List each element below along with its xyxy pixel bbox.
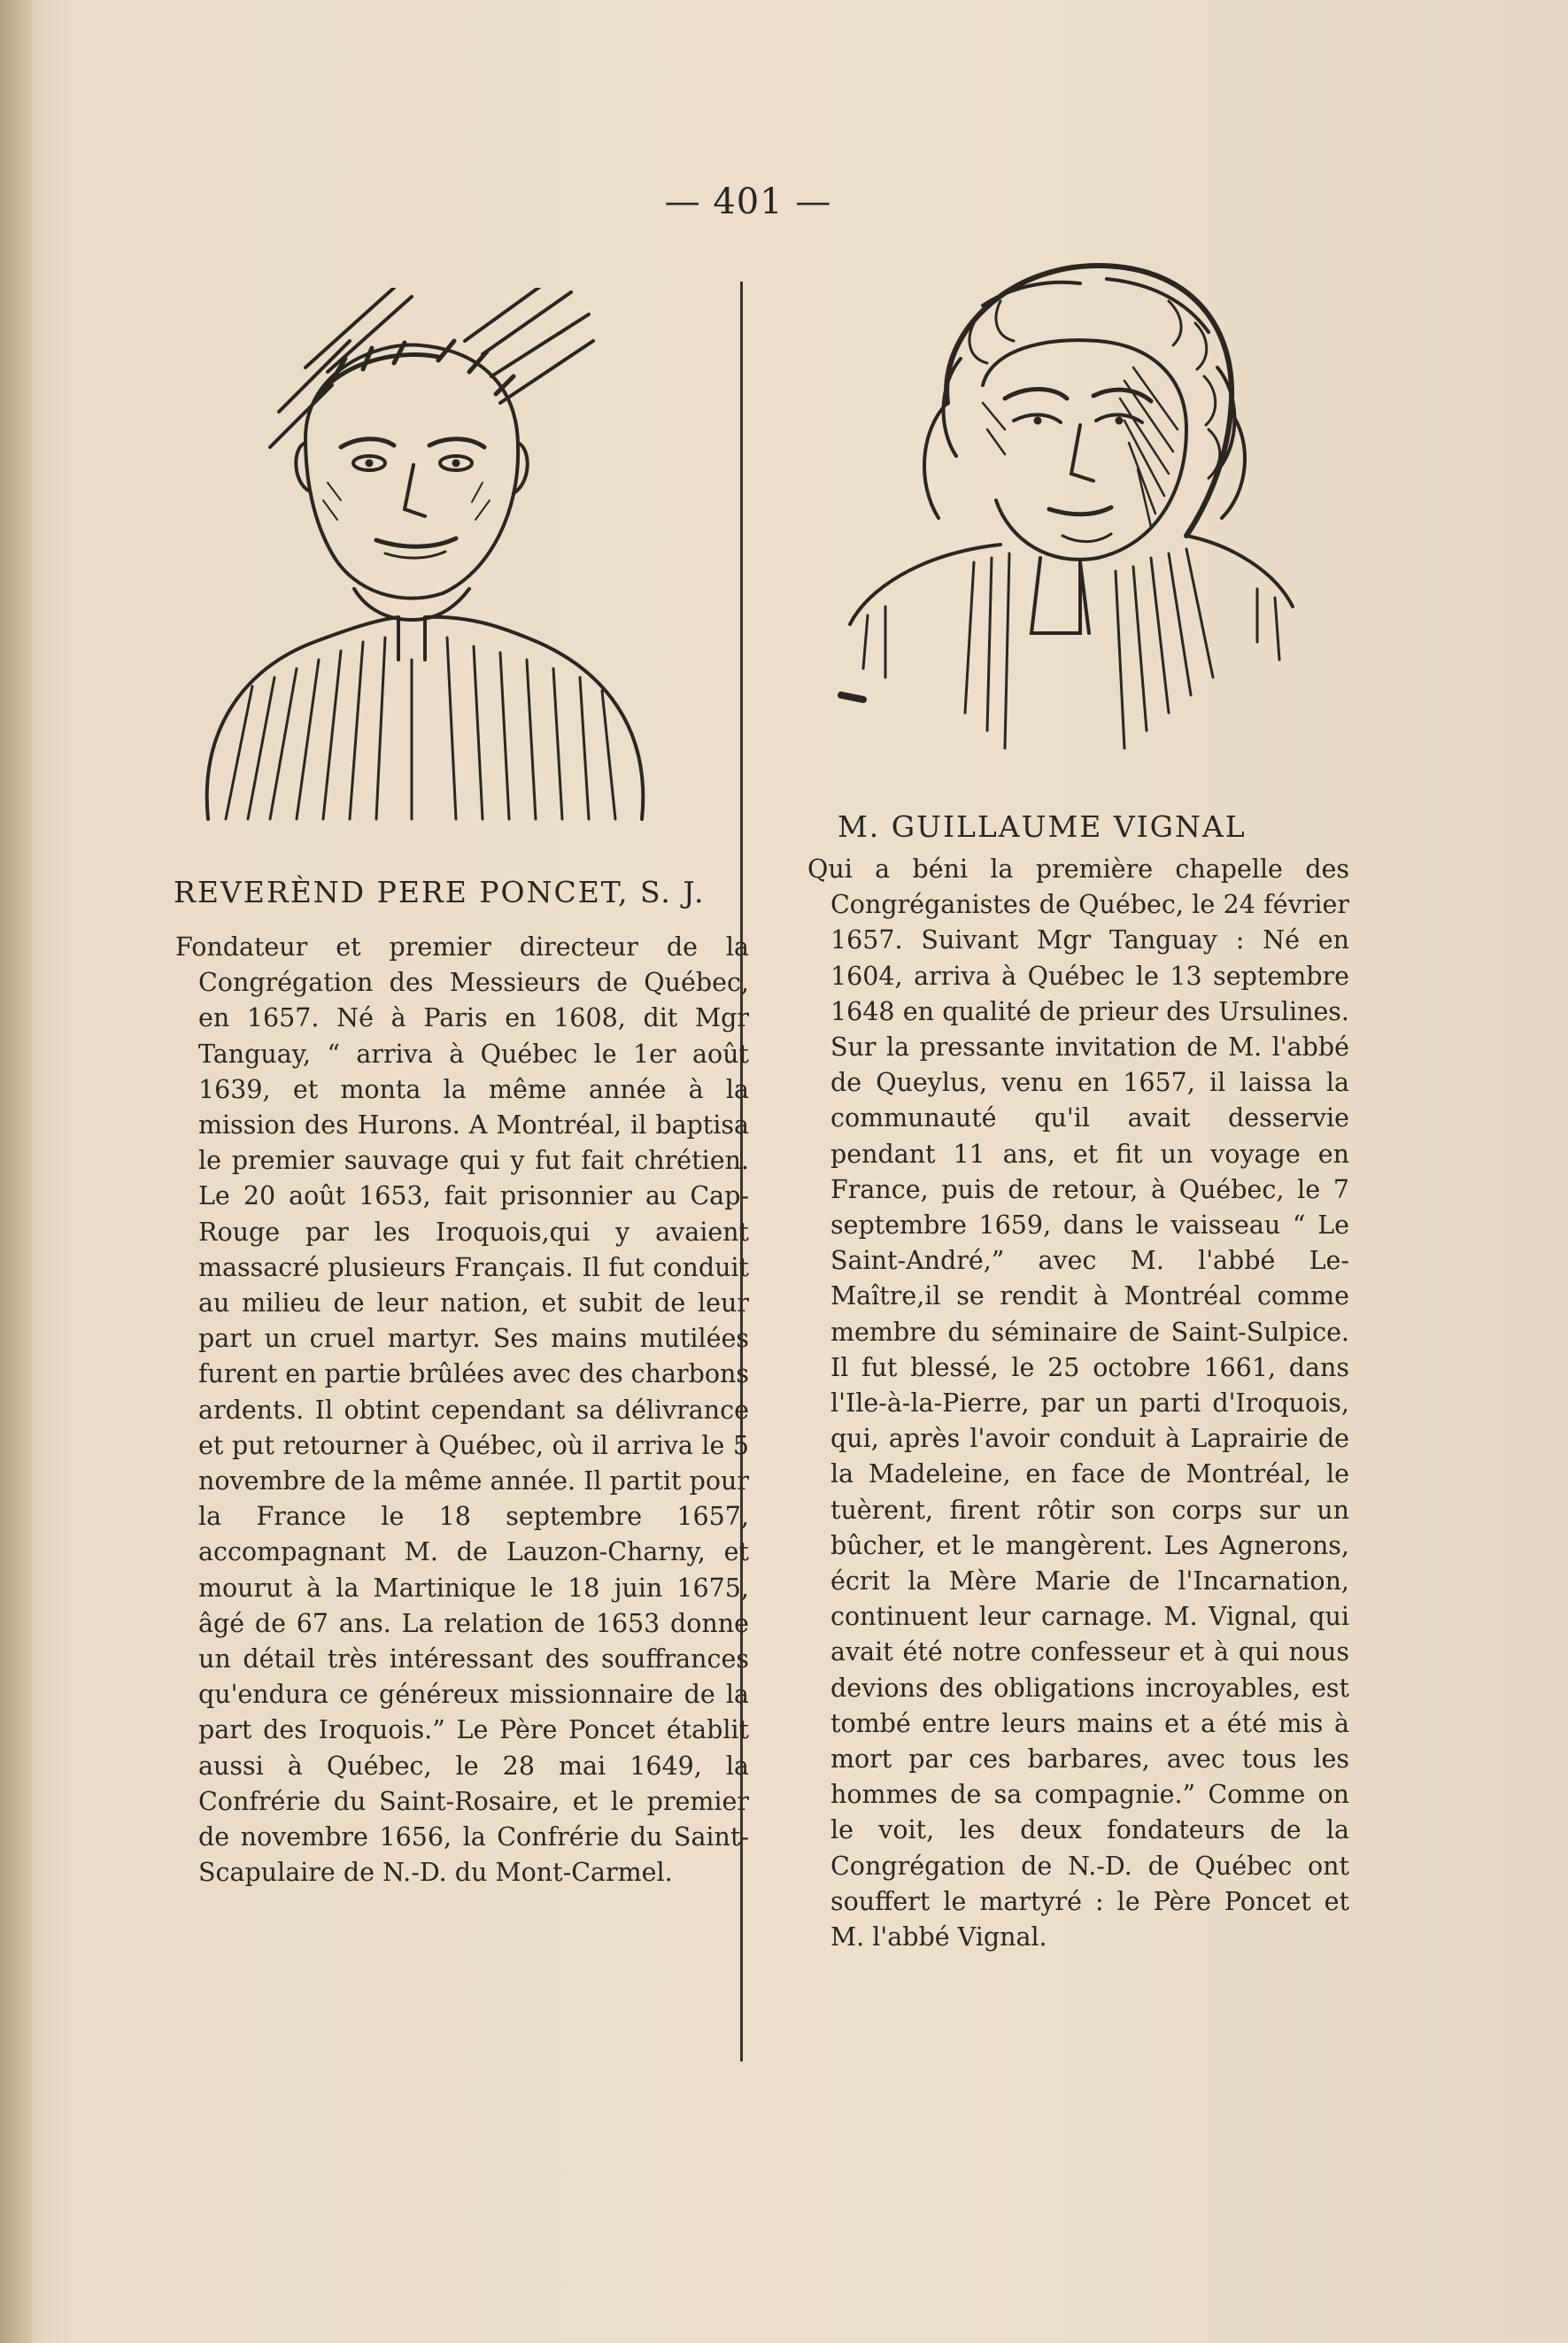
- vignal-biography: [807, 852, 1349, 1955]
- vignal-biography-paragraph: Qui a béni la première chapelle des Congréganistes de Québec, le 24 février 1657. Suivant Mgr Tanguay : Né en 1604, arriva à Québec le 13 septembre 1648 en qualité de prieur des Ursulines. Sur la pressante invitation de M. l'abbé de Queylus, venu en 1657, il laissa la communauté qu'il avait desservie pendant 11 ans, et fit un voyage en France, puis de retour, à Québec, le 7 septembre 1659, dans le vaisseau “ Le Saint-André,” avec M. l'abbé Le-Maître,il se rendit à Montréal comme membre du séminaire de Saint-Sulpice. Il fut blessé, le 25 octobre 1661, dans l'Ile-à-la-Pierre, par un parti d'Iroquois, qui, après l'avoir conduit à Laprairie de la Madeleine, en face de Montréal, le tuèrent, firent rôtir son corps sur un bûcher, et le mangèrent. Les Agnerons, écrit la Mère Marie de l'Incarnation, continuent leur carnage. M. Vignal, qui avait été notre confesseur et à qui nous devions des obligations incroyables, est tombé entre leurs mains et a été mis à mort par ces barbares, avec tous les hommes de sa compagnie.” Comme on le voit, les deux fondateurs de la Congrégation de N.-D. de Québec ont souffert le martyré : le Père Poncet et M. l'abbé Vignal.: [807, 854, 1349, 1952]
- portrait-vignal: [815, 252, 1328, 784]
- caption-vignal: M. GUILLAUME VIGNAL: [838, 809, 1247, 844]
- poncet-biography: [175, 930, 749, 1891]
- portrait-poncet: [173, 288, 677, 837]
- book-spine: [0, 0, 32, 2343]
- poncet-biography-paragraph: Fondateur et premier directeur de la Congrégation des Messieurs de Québec, en 1657. Né à Paris en 1608, dit Mgr Tanguay, “ arriva à Québec le 1er août 1639, et monta la même année à la mission des Hurons. A Montréal, il baptisa le premier sauvage qui y fut fait chrétien. Le 20 août 1653, fait prisonnier au Cap-Rouge par les Iroquois,qui y avaient massacré plusieurs Français. Il fut conduit au milieu de leur nation, et subit de leur part un cruel martyr. Ses mains mutilées furent en partie brûlées avec des charbons ardents. Il obtint cependant sa délivrance et put retourner à Québec, où il arriva le 5 novembre de la même année. Il partit pour la France le 18 septembre 1657, accompagnant M. de Lauzon-Charny, et mourut à la Martinique le 18 juin 1675, âgé de 67 ans. La relation de 1653 donne un détail très intéressant des souffrances qu'endura ce généreux missionnaire de la part des Iroquois.” Le Père Poncet établit aussi à Québec, le 28 mai 1649, la Confrérie du Saint-Rosaire, et le premier de novembre 1656, la Confrérie du Saint-Scapulaire de N.-D. du Mont-Carmel.: [175, 932, 749, 1888]
- caption-poncet: REVERÈND PERE PONCET, S. J.: [174, 875, 706, 909]
- page-number: — 401 —: [664, 182, 832, 222]
